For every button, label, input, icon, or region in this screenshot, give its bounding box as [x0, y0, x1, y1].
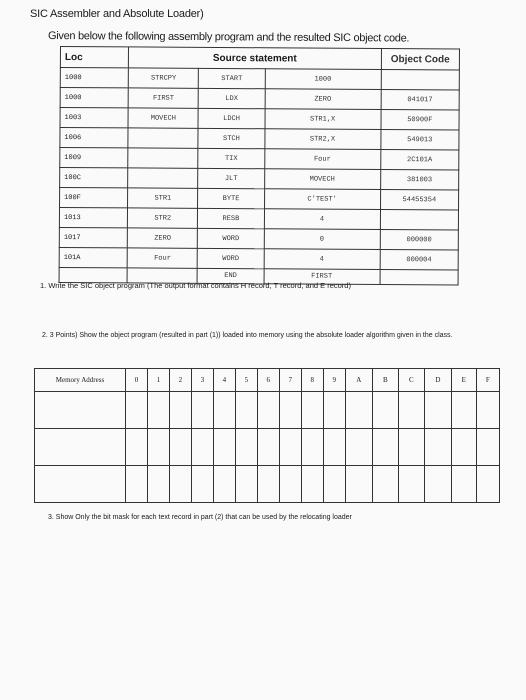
memory-cell	[169, 429, 191, 466]
row-object-code: 381003	[380, 169, 459, 189]
program-row	[60, 168, 459, 190]
memory-cell	[323, 392, 345, 429]
memory-cell	[301, 466, 323, 503]
memory-column-header: 8	[301, 369, 323, 392]
row-label: MOVECH	[128, 108, 198, 128]
row-opcode: WORD	[198, 228, 264, 248]
memory-cell	[126, 466, 148, 503]
header-object-code: Object Code	[381, 48, 460, 69]
memory-cell	[424, 466, 451, 503]
memory-cell	[398, 429, 424, 466]
row-loc: 1009	[60, 148, 128, 168]
question-3: 3. Show Only the bit mask for each text record in part (2) that can be used by the relocating loader	[48, 514, 352, 521]
row-loc: 1006	[60, 128, 128, 148]
row-opcode: TIX	[198, 148, 264, 168]
row-object-code: 041017	[381, 89, 460, 109]
program-row	[59, 208, 458, 230]
memory-address-cell	[35, 466, 126, 503]
memory-column-header: A	[345, 369, 372, 392]
row-label	[128, 148, 198, 168]
memory-cell	[235, 466, 257, 503]
memory-cell	[191, 466, 213, 503]
row-loc: 1003	[60, 108, 128, 128]
row-operand: ZERO	[265, 89, 381, 110]
memory-cell	[257, 392, 279, 429]
row-object-code: 549013	[380, 129, 459, 149]
row-operand: Four	[264, 149, 380, 170]
memory-grid-header	[35, 369, 500, 392]
row-label: FIRST	[128, 88, 198, 108]
memory-cell	[452, 466, 477, 503]
row-label: ZERO	[127, 228, 197, 248]
memory-cell	[213, 429, 235, 466]
memory-column-header: 2	[169, 369, 191, 392]
memory-row	[35, 429, 500, 466]
memory-cell	[279, 466, 301, 503]
row-operand: STR2,X	[264, 129, 380, 150]
row-label: STR2	[128, 208, 198, 228]
question-1: 1. Write the SIC object program (The output format contains H record, T record, and E record)	[40, 281, 351, 290]
memory-cell	[235, 429, 257, 466]
row-opcode: LDX	[199, 88, 265, 108]
memory-cell	[301, 392, 323, 429]
memory-cell	[452, 429, 477, 466]
row-opcode: BYTE	[198, 188, 264, 208]
memory-row	[35, 392, 500, 429]
memory-address-label: Memory Address	[35, 369, 126, 392]
row-operand: C'TEST'	[264, 189, 380, 210]
memory-cell	[424, 392, 451, 429]
memory-cell	[213, 466, 235, 503]
memory-address-cell	[35, 392, 126, 429]
row-loc: 100C	[60, 168, 128, 188]
memory-cell	[191, 429, 213, 466]
memory-cell	[476, 429, 499, 466]
program-row	[60, 108, 459, 130]
program-row	[59, 227, 458, 249]
question-2: 2. 3 Points) Show the object program (resulted in part (1)) loaded into memory using the absolute loader algorithm given in the class.	[42, 332, 453, 339]
memory-cell	[452, 392, 477, 429]
row-loc: 101A	[59, 247, 127, 267]
memory-cell	[476, 392, 499, 429]
memory-column-header: D	[424, 369, 451, 392]
row-operand: MOVECH	[264, 169, 380, 190]
memory-column-header: C	[398, 369, 424, 392]
row-operand: 1000	[265, 69, 381, 90]
row-object-code: 50900F	[381, 109, 460, 129]
memory-cell	[235, 392, 257, 429]
memory-cell	[257, 466, 279, 503]
row-label	[128, 168, 198, 188]
row-operand: STR1,X	[265, 109, 381, 130]
row-object-code	[380, 269, 458, 284]
row-object-code: 54455354	[380, 189, 459, 209]
memory-column-header: 4	[213, 369, 235, 392]
memory-cell	[147, 466, 169, 503]
program-row	[60, 128, 459, 150]
row-label: STR1	[128, 188, 198, 208]
memory-column-header: 7	[279, 369, 301, 392]
row-opcode: START	[199, 68, 265, 88]
row-object-code	[380, 209, 459, 229]
memory-cell	[126, 392, 148, 429]
memory-cell	[279, 392, 301, 429]
memory-address-cell	[35, 429, 126, 466]
row-loc: 1000	[60, 88, 128, 108]
memory-cell	[169, 466, 191, 503]
row-operand: 4	[264, 209, 380, 230]
memory-cell	[398, 466, 424, 503]
row-opcode: STCH	[198, 128, 264, 148]
row-loc: 1013	[59, 208, 127, 228]
row-operand: FIRST	[264, 269, 380, 285]
row-loc: 1017	[59, 227, 127, 247]
memory-cell	[191, 392, 213, 429]
row-operand: 4	[264, 249, 380, 270]
memory-cell	[147, 392, 169, 429]
program-row	[60, 68, 459, 90]
program-row	[59, 247, 458, 269]
program-table	[59, 46, 460, 285]
memory-cell	[301, 429, 323, 466]
memory-column-header: 3	[191, 369, 213, 392]
memory-cell	[345, 392, 372, 429]
row-loc: 1000	[60, 68, 128, 88]
row-opcode: RESB	[198, 208, 264, 228]
memory-cell	[345, 429, 372, 466]
memory-row	[35, 466, 500, 503]
header-loc: Loc	[60, 47, 128, 68]
row-object-code: 2C101A	[380, 149, 459, 169]
memory-cell	[169, 392, 191, 429]
memory-cell	[279, 429, 301, 466]
row-object-code: 000004	[380, 249, 459, 269]
row-opcode: WORD	[198, 248, 264, 268]
row-object-code	[381, 69, 460, 89]
program-row	[60, 188, 459, 210]
memory-cell	[126, 429, 148, 466]
memory-column-header: B	[372, 369, 398, 392]
memory-column-header: E	[452, 369, 477, 392]
row-label	[128, 128, 198, 148]
memory-cell	[372, 466, 398, 503]
memory-cell	[323, 466, 345, 503]
memory-column-header: 0	[126, 369, 148, 392]
row-opcode: LDCH	[198, 108, 264, 128]
row-label: Four	[127, 248, 197, 268]
row-opcode: JLT	[198, 168, 264, 188]
intro-text: Given below the following assembly program and the resulted SIC object code.	[47, 30, 410, 45]
memory-cell	[257, 429, 279, 466]
row-object-code: 000000	[380, 229, 459, 249]
program-row	[60, 148, 459, 170]
memory-column-header: 6	[257, 369, 279, 392]
memory-column-header: F	[476, 369, 499, 392]
memory-column-header: 5	[235, 369, 257, 392]
memory-column-header: 9	[323, 369, 345, 392]
memory-cell	[372, 392, 398, 429]
memory-cell	[345, 466, 372, 503]
header-source: Source statement	[129, 47, 382, 70]
memory-cell	[398, 392, 424, 429]
memory-cell	[213, 392, 235, 429]
program-row	[60, 88, 459, 110]
memory-cell	[424, 429, 451, 466]
program-table-header	[60, 47, 459, 70]
row-label: STRCPY	[128, 68, 198, 88]
row-loc: 100F	[60, 188, 128, 208]
memory-grid	[34, 368, 500, 503]
memory-cell	[147, 429, 169, 466]
row-operand: 0	[264, 229, 380, 250]
row-opcode: END	[197, 268, 263, 283]
memory-column-header: 1	[147, 369, 169, 392]
memory-cell	[323, 429, 345, 466]
memory-cell	[476, 466, 499, 503]
memory-cell	[372, 429, 398, 466]
page-title: SIC Assembler and Absolute Loader)	[30, 8, 204, 20]
